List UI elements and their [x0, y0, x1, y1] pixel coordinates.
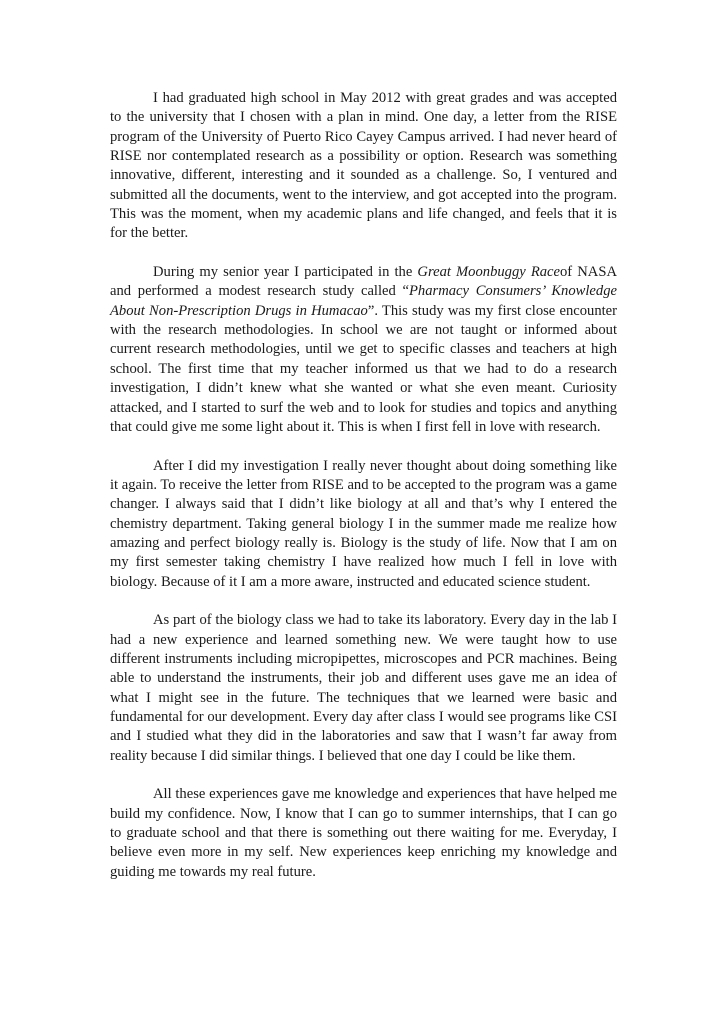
paragraph-2-senior-year-research: [110, 263, 617, 437]
paragraph-2-text-a: During my senior year I participated in the: [153, 264, 418, 281]
paragraph-5-text: All these experiences gave me knowledge and experiences that have helped me build my confidence. Now, I know that I can go to summer internships, that I can go to graduate school and that there is something out there waiting for me. Everyday, I believe even more in my self. New experiences keep enriching my knowledge and guiding me towards my real future.: [110, 786, 617, 880]
study-title: Pharmacy Consumers’ Knowledge About Non-Prescription Drugs in Humacao: [110, 283, 617, 319]
paragraph-4-laboratory: [110, 611, 617, 766]
paragraph-3-biology: [110, 457, 617, 592]
paragraph-5-confidence: [110, 785, 617, 882]
paragraph-2-text-c: ”. This study was my first close encounter with the research methodologies. In school we are not taught or informed about current research methodologies, until we get to specific classes and teachers at high school. The first time that my teacher informed us that we had to do a research investigation, I didn’t knew what she wanted or what she even meant. Curiosity attacked, and I started to surf the web and to look for studies and topics and anything that could give me some light about it. This is when I first fell in love with research.: [110, 302, 618, 435]
moonbuggy-race-title: Great Moonbuggy Race: [417, 264, 560, 281]
body-text: [110, 89, 617, 882]
paragraph-1-rise-acceptance: [110, 89, 617, 244]
paragraph-3-text: After I did my investigation I really never thought about doing something like it again. To receive the letter from RISE and to be accepted to the program was a game changer. I always said that I didn’t like biology at all and that’s why I entered the chemistry department. Taking general biology I in the summer made me realize how amazing and perfect biology really is. Biology is the study of life. Now that I am on my first semester taking chemistry I have realized how much I fell in love with biology. Because of it I am a more aware, instructed and educated science student.: [110, 457, 617, 590]
paragraph-1-text: I had graduated high school in May 2012 with great grades and was accepted to the university that I chosen with a plan in mind. One day, a letter from the RISE program of the University of Puerto Rico Cayey Campus arrived. I had never heard of RISE nor contemplated research as a possibility or option. Research was something innovative, different, interesting and it sounded as a challenge. So, I ventured and submitted all the documents, went to the interview, and got accepted into the program. This was the moment, when my academic plans and life changed, and feels that it is for the better.: [110, 90, 617, 242]
paragraph-4-text: As part of the biology class we had to take its laboratory. Every day in the lab I had a new experience and learned something new. We were taught how to use different instruments including micropipettes, microscopes and PCR machines. Being able to understand the instruments, their job and different uses gave me an idea of what I might see in the future. The techniques that we learned were basic and fundamental for our development. Every day after class I would see programs like CSI and I studied what they did in the laboratories and saw that I wasn’t far away from reality because I did similar things. I believed that one day I could be like them.: [110, 612, 617, 764]
paragraph-2-text-b: of NASA and performed a modest research study called “: [110, 264, 617, 300]
